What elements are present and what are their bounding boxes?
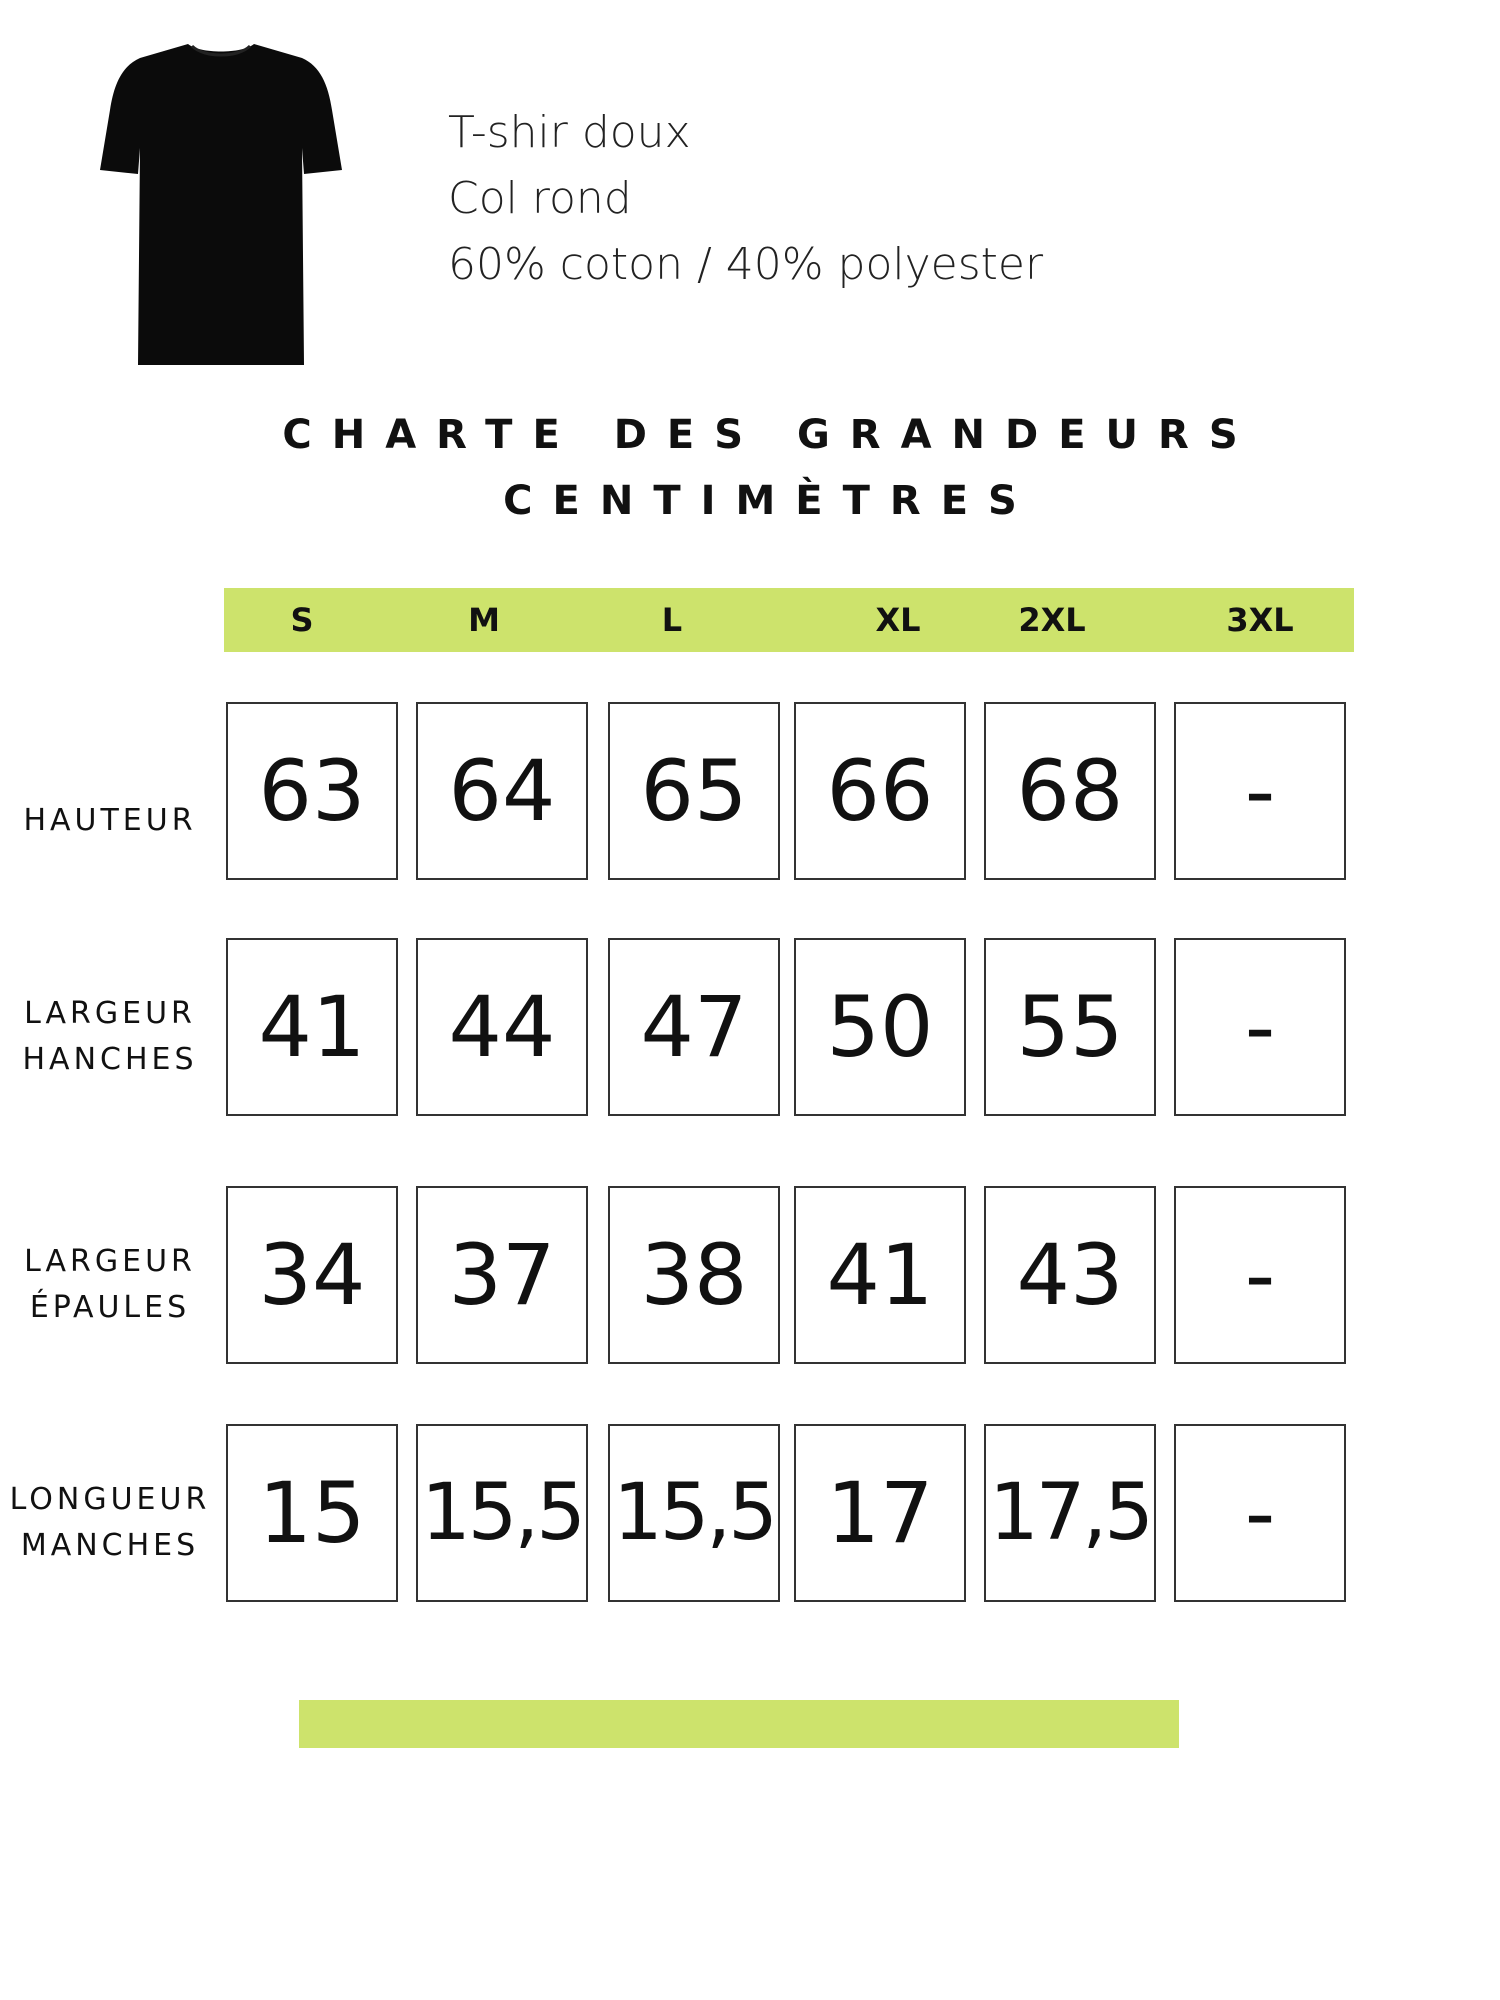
size-cell: 41	[794, 1186, 966, 1364]
size-cell: 47	[608, 938, 780, 1116]
product-line-3: 60% coton / 40% polyester	[448, 239, 1044, 290]
row-label-line: HAUTEUR	[23, 803, 197, 838]
size-cell: -	[1174, 938, 1346, 1116]
size-cell: 38	[608, 1186, 780, 1364]
size-cell: 17	[794, 1424, 966, 1602]
size-label-m: M	[468, 601, 500, 639]
row-label-line: LONGUEUR	[9, 1482, 211, 1517]
row-label-line: LARGEUR	[24, 996, 196, 1031]
size-cell: 68	[984, 702, 1156, 880]
chart-title: CHARTE DES GRANDEURS	[282, 412, 1258, 458]
size-label-2xl: 2XL	[1018, 601, 1086, 639]
size-cell: 64	[416, 702, 588, 880]
row-label-line: MANCHES	[20, 1528, 200, 1563]
size-label-l: L	[661, 601, 683, 639]
size-cell: 15	[226, 1424, 398, 1602]
footer-accent-bar	[299, 1700, 1179, 1748]
row-label	[0, 798, 220, 844]
size-header-bar	[224, 588, 1354, 652]
size-cell: 15,5	[608, 1424, 780, 1602]
size-cell: 17,5	[984, 1424, 1156, 1602]
size-cell: -	[1174, 1424, 1346, 1602]
size-cell: 43	[984, 1186, 1156, 1364]
size-cell: 41	[226, 938, 398, 1116]
row-label	[0, 991, 220, 1083]
size-cell: 37	[416, 1186, 588, 1364]
row-label	[0, 1477, 220, 1569]
size-label-3xl: 3XL	[1226, 601, 1294, 639]
row-label-line: HANCHES	[22, 1042, 198, 1077]
size-cell: 63	[226, 702, 398, 880]
size-cell: 34	[226, 1186, 398, 1364]
chart-subtitle: CENTIMÈTRES	[503, 478, 1037, 524]
size-cell: 55	[984, 938, 1156, 1116]
size-label-s: S	[290, 601, 314, 639]
product-description	[448, 100, 1043, 298]
size-cell: 44	[416, 938, 588, 1116]
row-label	[0, 1239, 220, 1331]
product-line-2: Col rond	[448, 173, 632, 224]
size-cell: -	[1174, 1186, 1346, 1364]
size-label-xl: XL	[875, 601, 921, 639]
product-line-1: T-shir doux	[448, 107, 691, 158]
size-cell: 15,5	[416, 1424, 588, 1602]
size-cell: 65	[608, 702, 780, 880]
size-cell: 50	[794, 938, 966, 1116]
row-label-line: ÉPAULES	[29, 1290, 191, 1325]
tshirt-icon	[96, 40, 346, 365]
size-cell: 66	[794, 702, 966, 880]
size-cell: -	[1174, 702, 1346, 880]
row-label-line: LARGEUR	[24, 1244, 196, 1279]
